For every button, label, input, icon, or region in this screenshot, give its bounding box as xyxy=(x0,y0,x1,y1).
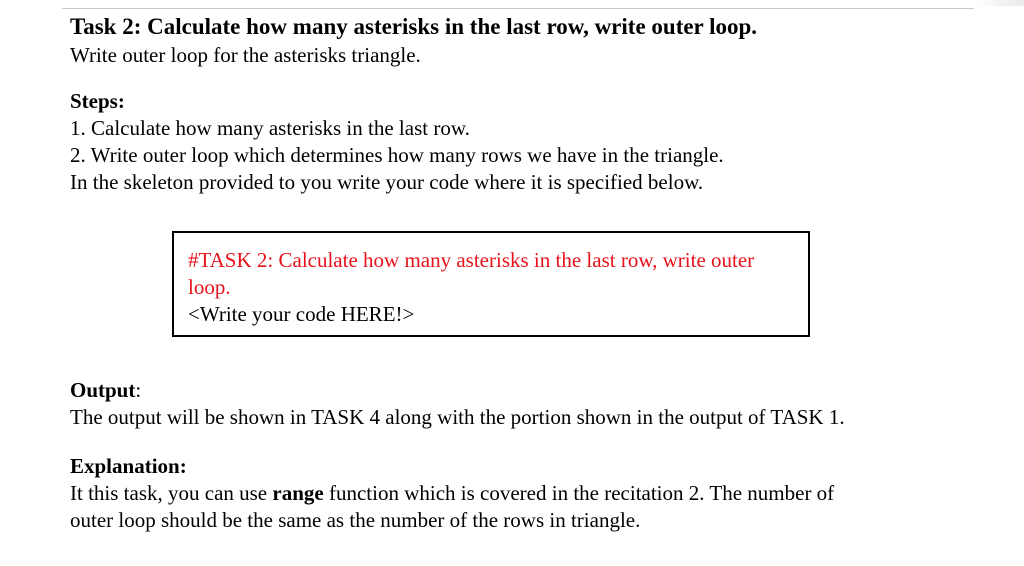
explanation-line-1 xyxy=(70,480,970,507)
output-colon: : xyxy=(135,378,142,402)
code-comment-line1: #TASK 2: Calculate how many asterisks in the last row, write outer xyxy=(188,248,755,272)
explanation-heading: Explanation: xyxy=(70,454,187,478)
code-comment-line2: loop. xyxy=(188,275,231,299)
window-corner xyxy=(974,0,1024,6)
task-subtitle: Write outer loop for the asterisks triangle. xyxy=(70,43,421,67)
output-text: The output will be shown in TASK 4 along with the portion shown in the output of TASK 1. xyxy=(70,405,845,429)
step-item-2: 2. Write outer loop which determines how many rows we have in the triangle. xyxy=(70,143,724,167)
top-rule xyxy=(62,8,974,9)
task-title: Task 2: Calculate how many asterisks in the last row, write outer loop. xyxy=(70,14,758,39)
explanation-line-2: outer loop should be the same as the number of the rows in triangle. xyxy=(70,508,641,532)
explanation-range-word: range xyxy=(272,481,324,505)
step-item-1: 1. Calculate how many asterisks in the last row. xyxy=(70,116,470,140)
explanation-text-before: It this task, you can use xyxy=(70,481,273,505)
output-heading: Output xyxy=(70,378,136,402)
document-body xyxy=(70,12,970,534)
output-heading-line xyxy=(70,377,970,404)
code-box xyxy=(172,231,810,337)
steps-note: In the skeleton provided to you write your code where it is specified below. xyxy=(70,170,704,194)
steps-heading: Steps: xyxy=(70,89,125,113)
explanation-text-after: function which is covered in the recitation 2. The number of xyxy=(323,481,835,505)
code-placeholder: <Write your code HERE!> xyxy=(188,302,415,326)
